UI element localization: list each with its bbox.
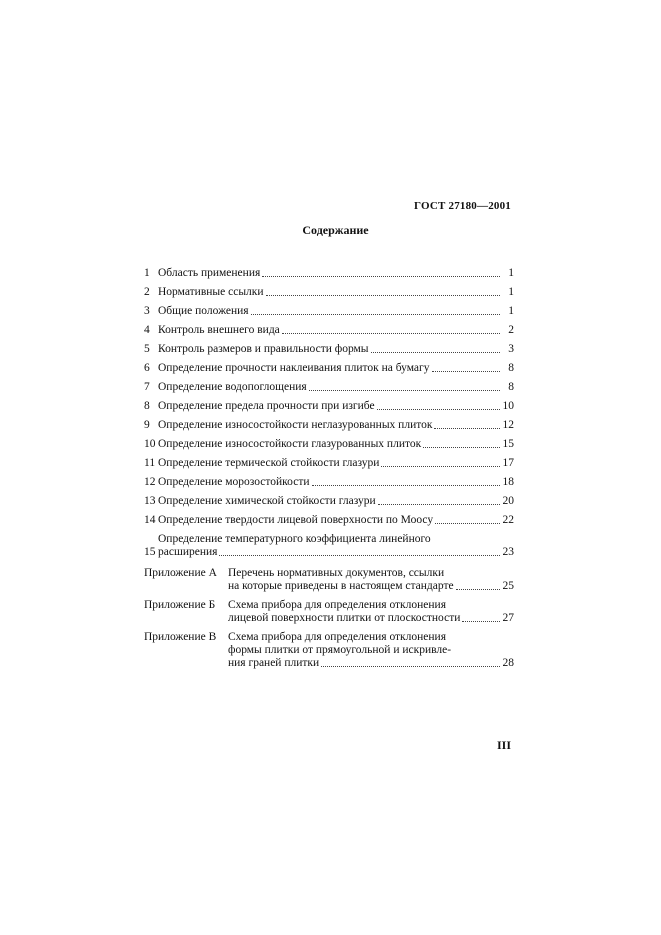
dot-leader [381, 466, 500, 467]
toc-entry-body [158, 457, 514, 470]
toc-appendix-item [144, 599, 514, 625]
section-number: 2 [144, 286, 150, 298]
toc-entry-body [158, 362, 514, 375]
toc-entry-line [158, 381, 514, 394]
toc-entry-body [158, 495, 514, 508]
section-number: 11 [144, 457, 156, 469]
toc-section-item [144, 419, 514, 432]
toc-appendix-item [144, 631, 514, 670]
page-number: III [496, 738, 511, 752]
toc-entry-page: 22 [502, 514, 514, 526]
toc-entry-line [228, 580, 514, 593]
toc-section-item [144, 305, 514, 318]
section-number: 15 [144, 546, 156, 558]
toc-entry-page: 12 [502, 419, 514, 431]
toc-entry-text: Контроль размеров и правильности формы [158, 343, 369, 355]
toc-entry-line [228, 644, 514, 657]
toc-entry-line [158, 343, 514, 356]
toc-entry-body [158, 286, 514, 299]
section-number: 7 [144, 381, 150, 393]
toc-entry-body [228, 599, 514, 625]
toc-entry-body [158, 400, 514, 413]
dot-leader [312, 485, 501, 486]
toc-section-item [144, 362, 514, 375]
section-number: 3 [144, 305, 150, 317]
toc-entry-line [228, 567, 514, 580]
toc-entry-body [158, 438, 514, 451]
toc-section-item [144, 267, 514, 280]
toc-section-item [144, 457, 514, 470]
toc-entry-page: 1 [508, 286, 514, 298]
toc-entry-line [158, 362, 514, 375]
dot-leader [251, 314, 500, 315]
toc-entry-line [158, 495, 514, 508]
section-number: 1 [144, 267, 150, 279]
toc-entry-line [228, 631, 514, 644]
toc-entry-text: Контроль внешнего вида [158, 324, 280, 336]
toc-entry-line [158, 400, 514, 413]
toc-entry-page: 2 [508, 324, 514, 336]
toc-entry-page: 17 [502, 457, 514, 469]
toc-entry-body [158, 419, 514, 432]
dot-leader [434, 428, 500, 429]
toc-entry-body [228, 567, 514, 593]
toc-entry-text: лицевой поверхности плитки от плоскостности [228, 612, 461, 624]
toc-entry-body [158, 381, 514, 394]
section-number: 13 [144, 495, 156, 507]
toc-entry-line [158, 533, 514, 546]
toc-entry-text: Схема прибора для определения отклонения [228, 599, 446, 611]
toc-entry-text: Определение морозостойкости [158, 476, 310, 488]
dot-leader [432, 371, 501, 372]
toc-entry-text: на которые приведены в настоящем стандарте [228, 580, 454, 592]
dot-leader [321, 666, 500, 667]
dot-leader [456, 589, 500, 590]
toc-entry-text: Определение предела прочности при изгибе [158, 400, 375, 412]
toc-entry-page: 8 [508, 362, 514, 374]
toc-entry-body [158, 324, 514, 337]
toc-entry-line [158, 438, 514, 451]
section-number: 8 [144, 400, 150, 412]
toc-entry-body [158, 476, 514, 489]
toc-entry-text: Определение износостойкости глазурованных плиток [158, 438, 422, 450]
toc-entry-text: Определение износостойкости неглазурованных плиток [158, 419, 433, 431]
section-number: 12 [144, 476, 156, 488]
toc-entry-line [158, 286, 514, 299]
toc-entry-text: ния граней плитки [228, 657, 320, 669]
dot-leader [266, 295, 500, 296]
toc-entry-page: 1 [508, 305, 514, 317]
toc-entry-line [228, 657, 514, 670]
toc-section-item [144, 495, 514, 508]
toc-entry-text: Общие положения [158, 305, 249, 317]
dot-leader [371, 352, 500, 353]
toc-entry-text: Определение твердости лицевой поверхности по Моосу [158, 514, 434, 526]
toc-entry-page: 10 [502, 400, 514, 412]
appendix-label: Приложение В [144, 631, 217, 643]
toc-section-item [144, 438, 514, 451]
toc-entry-line [158, 514, 514, 527]
toc-section-item [144, 476, 514, 489]
toc-entry-page: 18 [502, 476, 514, 488]
toc-entry-page: 3 [508, 343, 514, 355]
toc-entry-page: 8 [508, 381, 514, 393]
appendix-label: Приложение Б [144, 599, 216, 611]
toc-entry-text: Область применения [158, 267, 261, 279]
dot-leader [377, 409, 500, 410]
toc-section-item [144, 286, 514, 299]
toc-entry-text: Нормативные ссылки [158, 286, 264, 298]
table-of-contents [144, 267, 514, 676]
toc-entry-text: расширения [158, 546, 218, 558]
section-number: 5 [144, 343, 150, 355]
toc-entry-text: Перечень нормативных документов, ссылки [228, 567, 445, 579]
toc-section-item [144, 343, 514, 356]
toc-section-item [144, 533, 514, 559]
section-number: 6 [144, 362, 150, 374]
toc-entry-text: Определение термической стойкости глазури [158, 457, 380, 469]
toc-entry-line [158, 419, 514, 432]
toc-entry-line [158, 324, 514, 337]
dot-leader [309, 390, 500, 391]
toc-entry-text: Определение химической стойкости глазури [158, 495, 376, 507]
toc-title: Содержание [302, 223, 369, 237]
toc-entry-line [158, 305, 514, 318]
dot-leader [462, 621, 500, 622]
toc-entry-line [158, 457, 514, 470]
toc-entry-line [158, 476, 514, 489]
toc-entry-page: 1 [508, 267, 514, 279]
section-number: 14 [144, 514, 156, 526]
section-number: 9 [144, 419, 150, 431]
toc-entry-page: 27 [502, 612, 514, 624]
toc-entry-text: Схема прибора для определения отклонения [228, 631, 446, 643]
toc-entry-text: Определение температурного коэффициента линейного [158, 533, 431, 545]
toc-entry-body [158, 514, 514, 527]
toc-section-item [144, 381, 514, 394]
section-number: 4 [144, 324, 150, 336]
toc-entry-body [158, 343, 514, 356]
dot-leader [219, 555, 500, 556]
toc-entry-page: 23 [502, 546, 514, 558]
toc-section-item [144, 324, 514, 337]
toc-section-item [144, 400, 514, 413]
toc-entry-text: формы плитки от прямоугольной и искривле- [228, 644, 452, 656]
toc-entry-page: 28 [502, 657, 514, 669]
toc-entry-body [158, 305, 514, 318]
toc-entry-line [158, 546, 514, 559]
section-number: 10 [144, 438, 156, 450]
document-code: ГОСТ 27180—2001 [414, 200, 511, 212]
toc-entry-line [158, 267, 514, 280]
dot-leader [378, 504, 500, 505]
toc-entry-page: 20 [502, 495, 514, 507]
toc-entry-body [158, 267, 514, 280]
toc-appendix-item [144, 567, 514, 593]
dot-leader [282, 333, 500, 334]
toc-entry-line [228, 599, 514, 612]
toc-entry-text: Определение водопоглощения [158, 381, 307, 393]
toc-entry-line [228, 612, 514, 625]
toc-entry-page: 15 [502, 438, 514, 450]
dot-leader [423, 447, 500, 448]
toc-entry-body [158, 533, 514, 559]
toc-section-item [144, 514, 514, 527]
toc-entry-text: Определение прочности наклеивания плиток на бумагу [158, 362, 430, 374]
dot-leader [262, 276, 500, 277]
toc-entry-page: 25 [502, 580, 514, 592]
appendix-label: Приложение А [144, 567, 217, 579]
toc-entry-body [228, 631, 514, 670]
dot-leader [435, 523, 500, 524]
